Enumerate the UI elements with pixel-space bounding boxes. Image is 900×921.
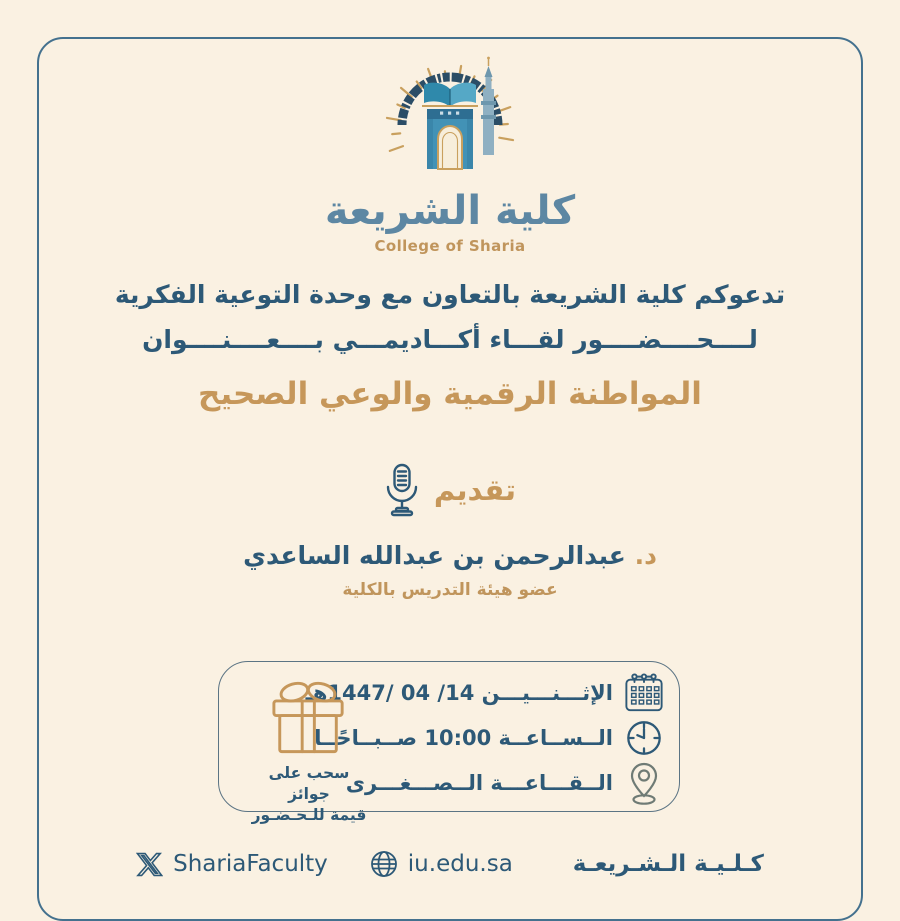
twitter-handle: ShariaFaculty bbox=[173, 851, 328, 877]
location-pin-icon bbox=[626, 760, 662, 806]
footer-twitter bbox=[136, 851, 328, 878]
footer bbox=[0, 850, 900, 878]
invitation-text bbox=[0, 272, 900, 362]
prize-line-1: سحب على جوائز bbox=[268, 764, 350, 803]
invitation-line-1: تدعوكم كلية الشريعة بالتعاون مع وحدة التوعية الفكرية bbox=[114, 280, 786, 309]
prize-line-2: قيمة للـحـضـور bbox=[251, 806, 367, 824]
prize-block bbox=[247, 678, 371, 826]
prize-text bbox=[247, 763, 371, 826]
speaker-role: عضو هيئة التدريس بالكلية bbox=[342, 580, 558, 600]
college-name-english: College of Sharia bbox=[374, 237, 526, 255]
x-twitter-icon bbox=[136, 851, 163, 878]
clock-icon bbox=[625, 719, 663, 757]
college-emblem bbox=[365, 55, 535, 187]
speaker-name: عبدالرحمن بن عبدالله الساعدي bbox=[243, 541, 626, 570]
event-details-box bbox=[218, 661, 680, 824]
minaret bbox=[481, 57, 496, 155]
event-location: الــقـــاعـــة الــصـــغـــرى bbox=[345, 770, 613, 795]
event-title: المواطنة الرقمية والوعي الصحيح bbox=[198, 376, 702, 412]
event-time: الــســاعــة 10:00 صــبــاحًــا bbox=[314, 725, 613, 750]
microphone-icon bbox=[384, 462, 420, 518]
presentation-label: تقديم bbox=[433, 473, 517, 507]
gift-icon bbox=[266, 678, 352, 756]
speaker-name-line bbox=[0, 541, 900, 570]
website-url: iu.edu.sa bbox=[407, 851, 513, 877]
logo-block bbox=[0, 55, 900, 255]
college-name-calligraphy: كلية الشريعة bbox=[324, 188, 576, 234]
mosque-gate bbox=[427, 109, 473, 169]
calendar-icon bbox=[624, 673, 664, 713]
footer-college-name: كـلـيـة الـشـريعـة bbox=[572, 851, 764, 877]
open-book bbox=[422, 83, 478, 107]
event-date: الإثـــنـــيـــن 14/ 04 /1447هـ bbox=[305, 680, 613, 705]
speaker-title-prefix: د. bbox=[634, 541, 657, 570]
globe-icon bbox=[370, 850, 398, 878]
invitation-line-2: لــــحــــضــــور لقـــاء أكـــاديمـــي بــــعــــنــــوان bbox=[142, 325, 758, 354]
presentation-row bbox=[0, 462, 900, 518]
footer-website bbox=[370, 850, 513, 878]
